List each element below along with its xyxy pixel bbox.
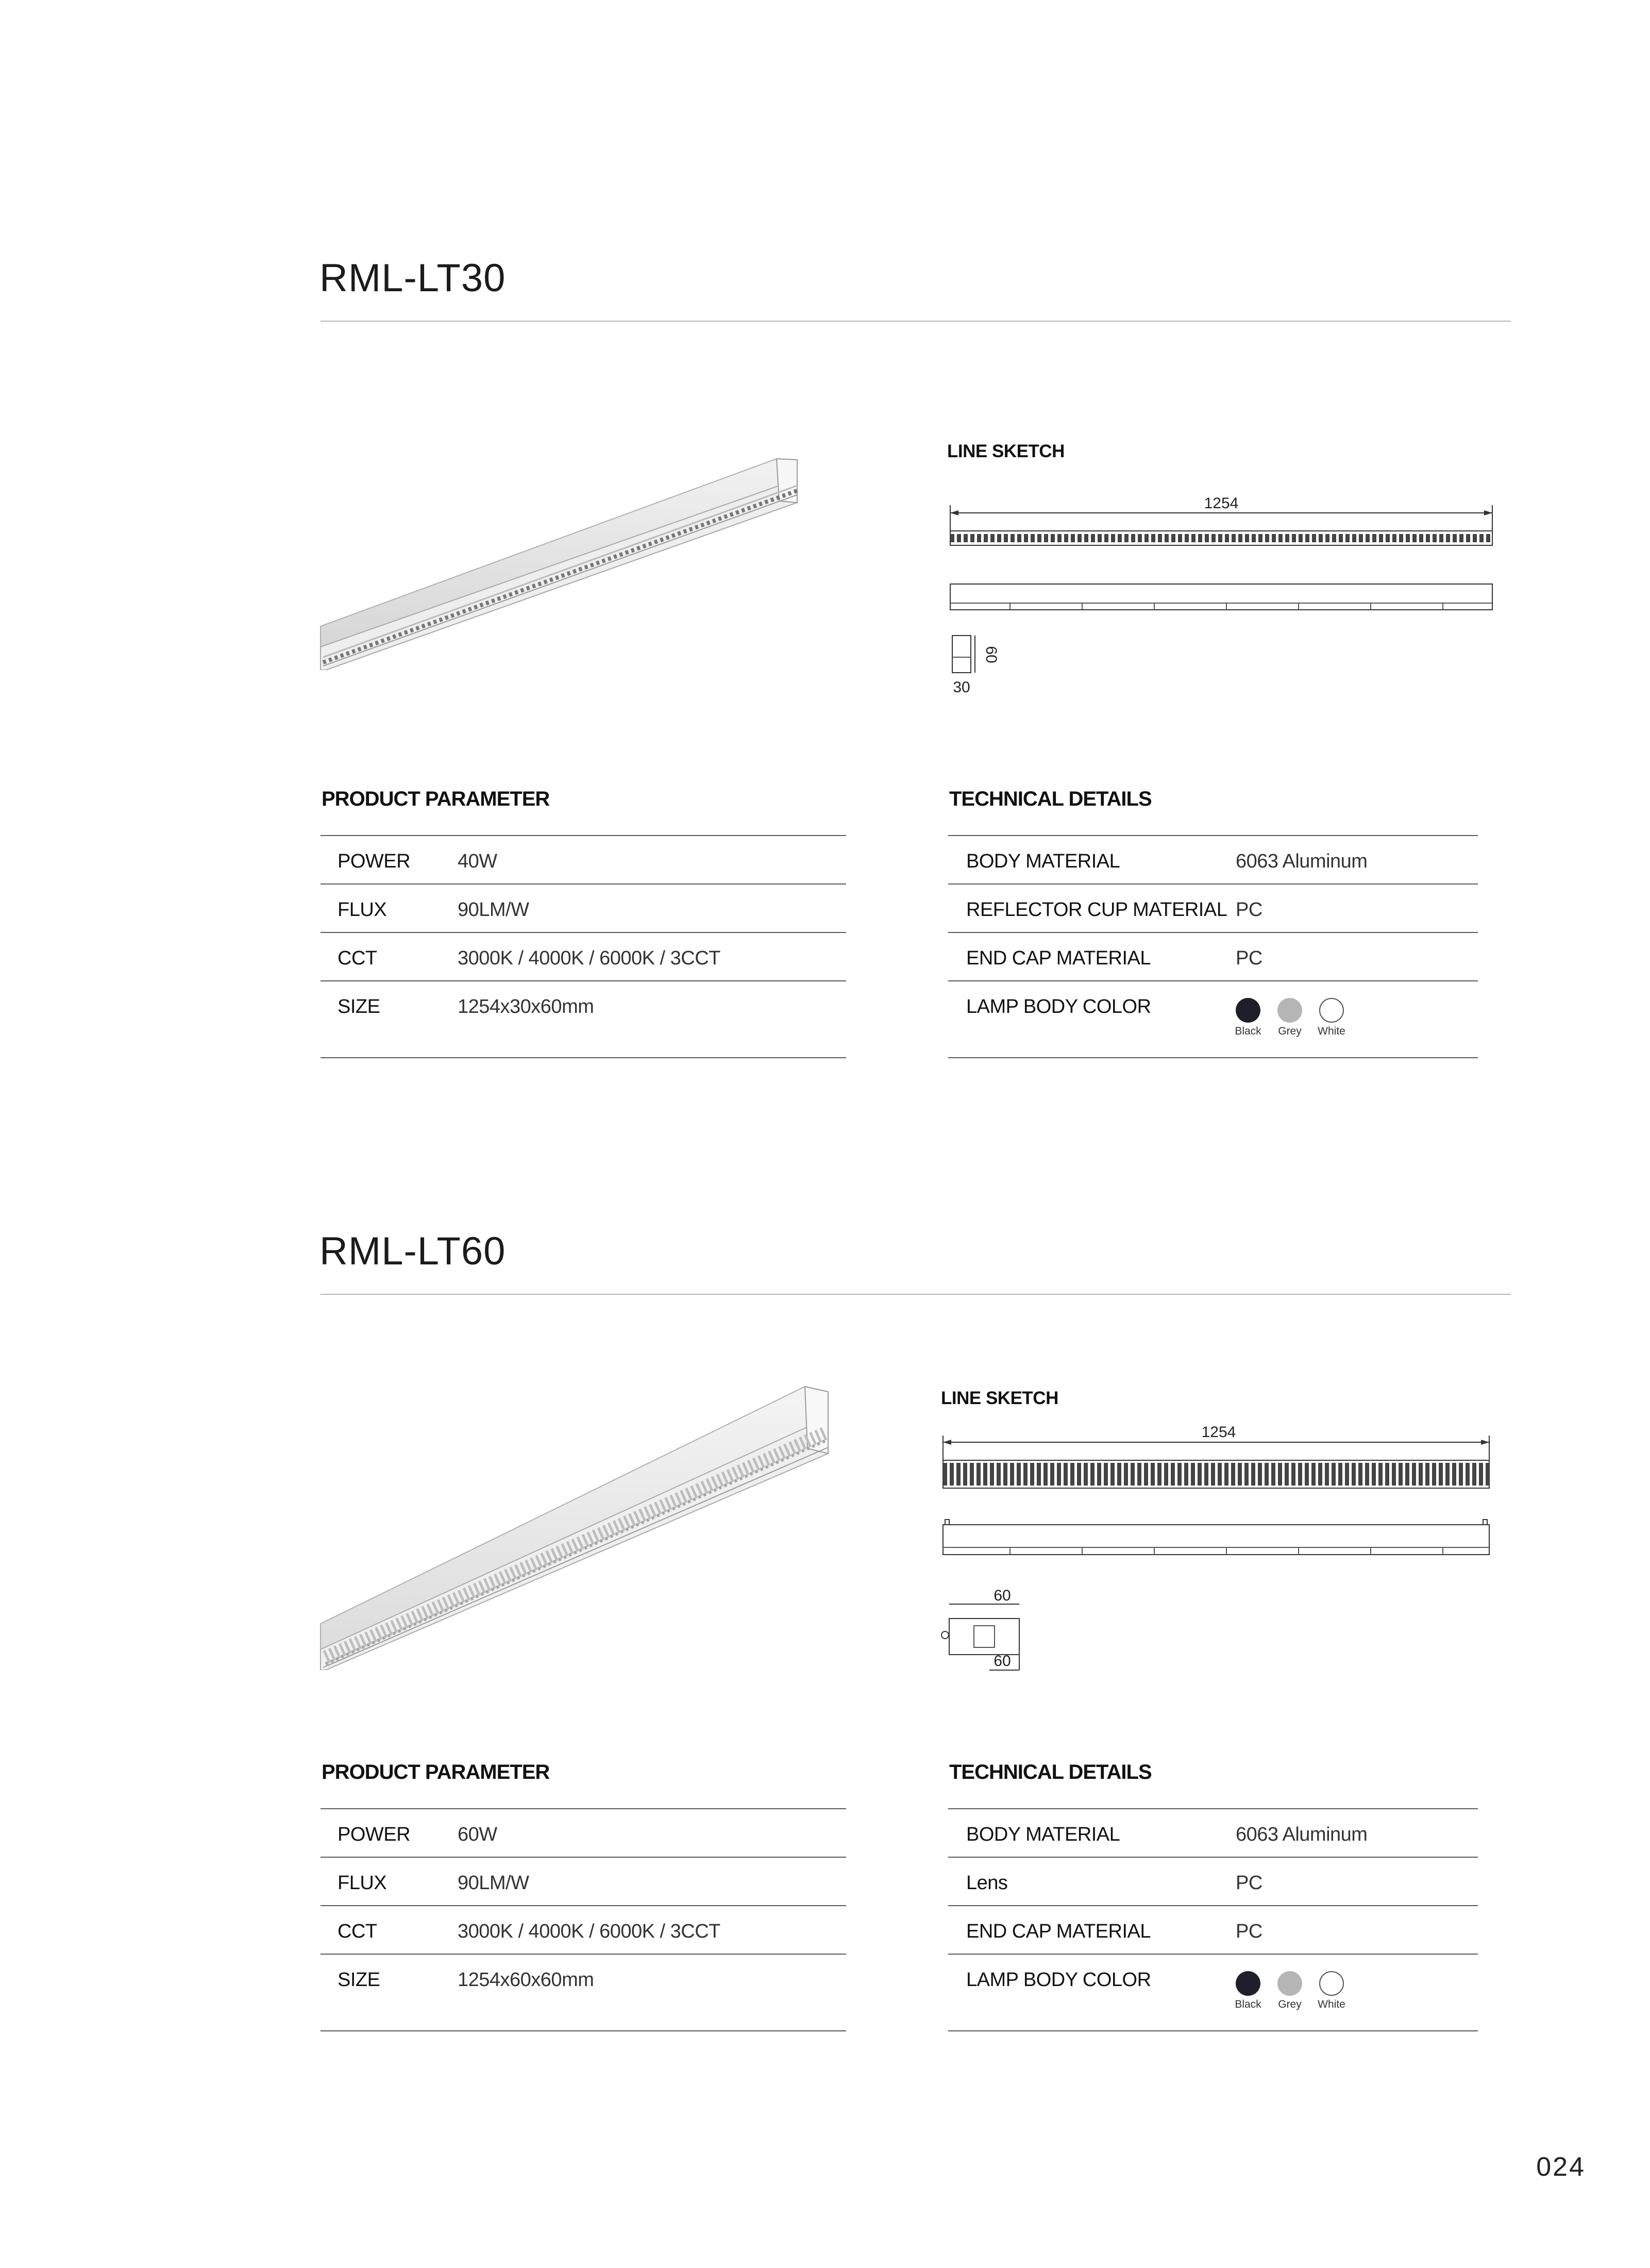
table-row [321,980,846,1058]
detail-label: END CAP MATERIAL [966,1921,1151,1942]
table-row [948,1808,1478,1857]
sketch-top-width-label: 60 [994,1587,1011,1604]
param-value: 90LM/W [458,1872,529,1894]
white-swatch-icon [1319,1971,1344,1996]
sketch-length-label: 1254 [1201,1424,1236,1441]
param-label: FLUX [338,899,387,921]
color-swatches [1235,1971,1345,2010]
detail-label: BODY MATERIAL [966,1824,1120,1845]
product-image [315,454,805,670]
product-image [315,1381,841,1670]
table-row [948,932,1478,980]
table-row [321,932,846,980]
detail-label: LAMP BODY COLOR [966,1969,1151,1991]
param-label: POWER [338,851,411,872]
product-parameter-heading: PRODUCT PARAMETER [322,1761,550,1783]
swatch-label: Black [1235,1025,1261,1037]
technical-details-heading: TECHNICAL DETAILS [949,1761,1152,1783]
table-row [321,835,846,883]
detail-value: 6063 Aluminum [1236,1824,1368,1845]
swatch-label: Grey [1278,1998,1302,2010]
swatch-label: Grey [1278,1025,1302,1037]
table-row [948,1905,1478,1954]
product-parameter-table [321,1808,846,2031]
sketch-height-label: 60 [983,646,1000,663]
page-number: 024 [1536,2152,1586,2182]
param-label: CCT [338,947,377,969]
black-swatch-icon [1236,998,1260,1023]
product-parameter-heading: PRODUCT PARAMETER [322,788,550,810]
swatch-label: White [1318,1998,1345,2010]
title-divider [321,321,1511,322]
param-label: SIZE [338,1969,380,1991]
table-row [321,1857,846,1905]
color-swatch-grey [1276,1971,1303,2010]
product-parameter-table [321,835,846,1058]
swatch-label: White [1318,1025,1345,1037]
param-label: FLUX [338,1872,387,1894]
grey-swatch-icon [1277,1971,1302,1996]
table-row [321,883,846,932]
param-value: 1254x60x60mm [458,1969,594,1991]
sketch-bottom-width-label: 60 [994,1653,1011,1670]
sketch-length-label: 1254 [1204,495,1239,512]
detail-value: PC [1236,1921,1262,1942]
table-row [321,1808,846,1857]
line-sketch-drawing [938,1412,1505,1680]
detail-value: PC [1236,947,1262,969]
param-label: POWER [338,1824,411,1845]
technical-details-heading: TECHNICAL DETAILS [949,788,1152,810]
param-label: SIZE [338,996,380,1018]
detail-value: PC [1236,899,1262,921]
line-sketch-heading: LINE SKETCH [941,1388,1058,1408]
detail-label: END CAP MATERIAL [966,947,1151,969]
table-row [321,1954,846,2031]
color-swatch-black [1235,1971,1261,2010]
table-row [948,883,1478,932]
technical-details-table [948,835,1478,1058]
color-swatch-black [1235,998,1261,1037]
param-value: 60W [458,1824,497,1845]
color-swatches [1235,998,1345,1037]
param-value: 3000K / 4000K / 6000K / 3CCT [458,1921,720,1942]
detail-value: 6063 Aluminum [1236,851,1368,872]
param-value: 1254x30x60mm [458,996,594,1018]
color-swatch-white [1318,1971,1345,2010]
color-swatch-white [1318,998,1345,1037]
detail-label: Lens [966,1872,1008,1894]
param-value: 3000K / 4000K / 6000K / 3CCT [458,947,720,969]
table-row [948,980,1478,1058]
detail-label: LAMP BODY COLOR [966,996,1151,1018]
technical-details-table [948,1808,1478,2031]
white-swatch-icon [1319,998,1344,1023]
sketch-width-label: 30 [953,679,970,696]
table-row [321,1905,846,1954]
title-divider [321,1294,1511,1295]
param-value: 90LM/W [458,899,529,921]
detail-value: PC [1236,1872,1262,1894]
grey-swatch-icon [1277,998,1302,1023]
table-row [948,1954,1478,2031]
param-value: 40W [458,851,497,872]
line-sketch-heading: LINE SKETCH [947,441,1065,461]
color-swatch-grey [1276,998,1303,1037]
detail-label: BODY MATERIAL [966,851,1120,872]
table-row [948,1857,1478,1905]
black-swatch-icon [1236,1971,1260,1996]
product-title: RML-LT30 [319,256,506,300]
swatch-label: Black [1235,1998,1261,2010]
detail-label: REFLECTOR CUP MATERIAL [966,899,1227,921]
param-label: CCT [338,1921,377,1942]
line-sketch-drawing [943,490,1510,696]
product-title: RML-LT60 [319,1229,506,1273]
table-row [948,835,1478,883]
